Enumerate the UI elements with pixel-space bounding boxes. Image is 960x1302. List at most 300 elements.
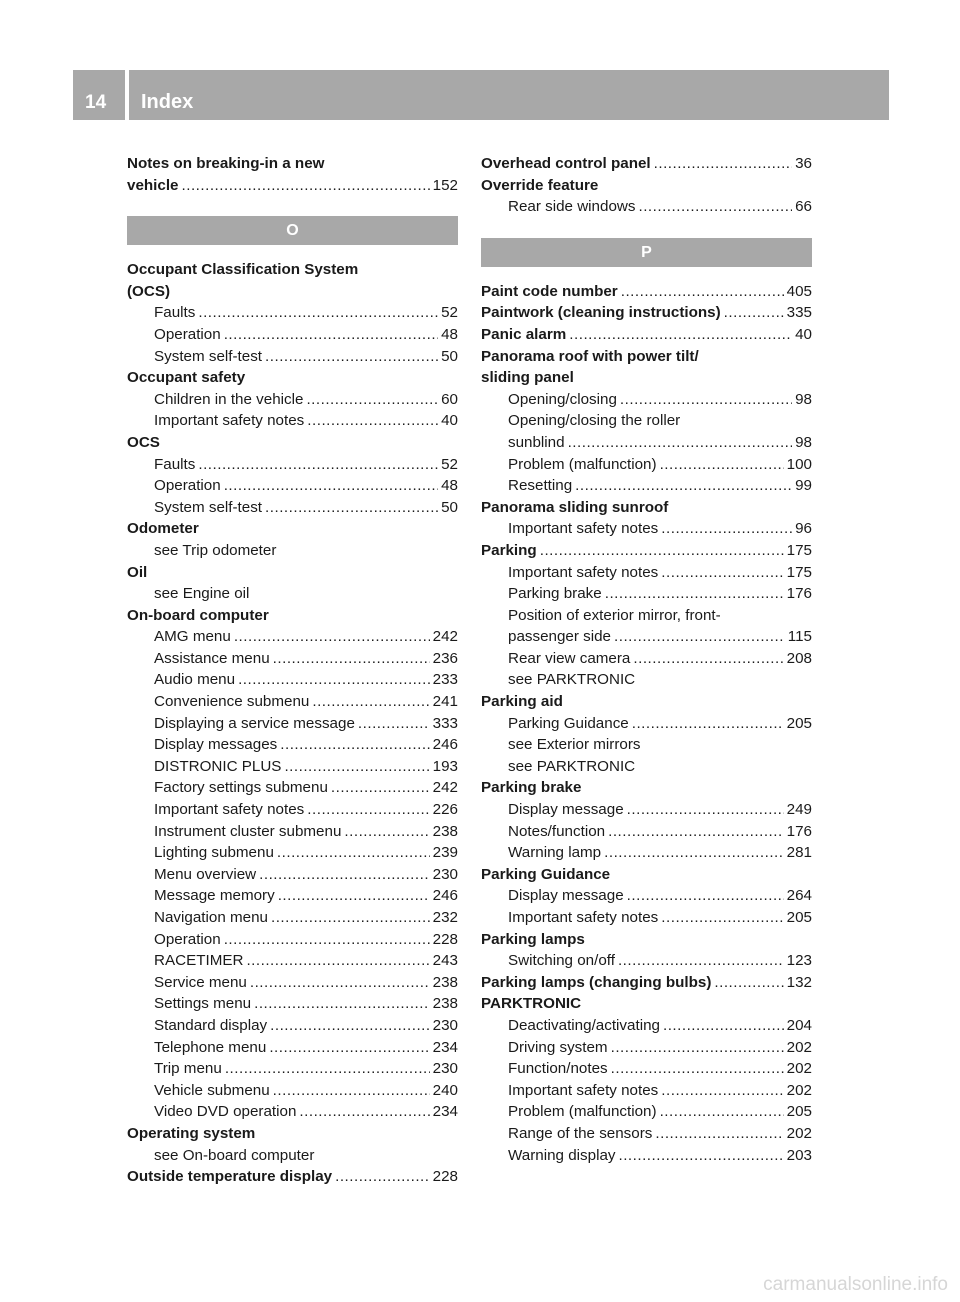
index-subentry	[127, 1080, 458, 1102]
index-entry	[481, 929, 812, 951]
dot-leader	[661, 907, 783, 929]
entry-text: Vehicle submenu	[154, 1081, 270, 1099]
entry-text: Odometer	[127, 520, 199, 538]
index-entry	[481, 993, 812, 1015]
dot-leader	[611, 1037, 784, 1059]
index-subentry	[481, 518, 812, 540]
dot-leader	[358, 713, 430, 735]
entry-text: On-board computer	[127, 606, 269, 624]
page-ref: 99	[795, 477, 812, 495]
dot-leader	[632, 713, 784, 735]
entry-text: Parking Guidance	[481, 865, 611, 883]
entry-text: Telephone menu	[154, 1038, 267, 1056]
dot-leader	[224, 475, 438, 497]
index-subentry	[127, 1101, 458, 1123]
index-entry	[481, 175, 812, 197]
page-ref: 132	[786, 973, 812, 991]
dot-leader	[265, 497, 438, 519]
entry-text: Problem (malfunction)	[508, 455, 657, 473]
entry-text: Children in the vehicle	[154, 390, 304, 408]
entry-text: Warning lamp	[508, 844, 602, 862]
index-subentry	[127, 864, 458, 886]
page-ref: 242	[432, 628, 458, 646]
entry-text: Important safety notes	[508, 909, 659, 926]
index-entry	[481, 346, 812, 368]
index-subentry	[481, 1080, 812, 1102]
entry-text: DISTRONIC PLUS	[154, 757, 282, 775]
dot-leader	[660, 454, 784, 476]
entry-text: Outside temperature display	[127, 1168, 333, 1186]
index-subentry	[127, 583, 458, 605]
entry-text: RACETIMER	[154, 952, 244, 970]
index-subentry	[127, 302, 458, 324]
entry-text: Message memory	[154, 887, 275, 905]
entry-text: Range of the sensors	[508, 1124, 653, 1142]
page-ref: 228	[432, 930, 458, 948]
index-entry	[481, 153, 812, 175]
entry-text: see PARKTRONIC	[508, 671, 636, 689]
page-ref: 281	[786, 844, 812, 862]
entry-text: Assistance menu	[154, 649, 270, 667]
index-subentry	[481, 885, 812, 907]
dot-leader	[627, 885, 784, 907]
page-ref: 333	[432, 714, 458, 732]
entry-text: AMG menu	[154, 628, 231, 646]
page-number: 14	[73, 70, 125, 120]
page-ref: 234	[432, 1103, 458, 1121]
entry-text: Panorama sliding sunroof	[481, 498, 669, 516]
page-ref: 239	[432, 844, 458, 862]
index-subentry	[481, 432, 812, 454]
page-ref: 193	[432, 757, 458, 775]
dot-leader	[627, 799, 784, 821]
dot-leader	[604, 842, 784, 864]
page-ref: 205	[786, 909, 812, 926]
index-subentry	[481, 821, 812, 843]
index-subentry	[127, 497, 458, 519]
index-entry	[127, 1166, 458, 1188]
entry-text: Paint code number	[481, 282, 618, 300]
dot-leader	[621, 281, 784, 303]
entry-text: Driving system	[508, 1038, 608, 1056]
page-title: Index	[129, 70, 889, 120]
index-subentry	[127, 756, 458, 778]
page-ref: 66	[795, 198, 812, 216]
page-ref: 238	[432, 995, 458, 1013]
index-subentry	[127, 972, 458, 994]
entry-text: Overhead control panel	[481, 155, 651, 172]
dot-leader	[307, 410, 438, 432]
watermark: carmanualsonline.info	[763, 1274, 948, 1295]
entry-text: Parking brake	[481, 779, 582, 797]
entry-text: see On-board computer	[154, 1146, 315, 1164]
dot-leader	[663, 1015, 784, 1037]
page-ref: 230	[432, 1060, 458, 1078]
entry-text: Rear side windows	[508, 198, 636, 216]
index-entry	[127, 175, 458, 197]
dot-leader	[307, 799, 429, 821]
page-ref: 176	[786, 822, 812, 840]
entry-text: Parking lamps (changing bulbs)	[481, 973, 712, 991]
dot-leader	[224, 324, 438, 346]
index-subentry	[127, 324, 458, 346]
dot-leader	[608, 821, 784, 843]
page-ref: 264	[786, 887, 812, 905]
entry-text: (OCS)	[127, 282, 171, 300]
index-subentry	[481, 562, 812, 584]
entry-text: Important safety notes	[508, 563, 659, 581]
index-entry	[481, 281, 812, 303]
dot-leader	[259, 864, 430, 886]
index-entry	[127, 432, 458, 454]
index-subentry	[127, 907, 458, 929]
page-ref: 203	[786, 1146, 812, 1164]
dot-leader	[273, 648, 430, 670]
entry-text: System self-test	[154, 347, 263, 365]
index-subentry	[481, 626, 812, 648]
dot-leader	[277, 842, 430, 864]
index-subentry	[481, 648, 812, 670]
index-subentry	[127, 346, 458, 368]
index-subentry	[481, 389, 812, 411]
index-subentry	[481, 1058, 812, 1080]
page-ref: 228	[432, 1168, 458, 1186]
index-column-right	[481, 153, 812, 1166]
page-ref: 208	[786, 649, 812, 667]
entry-text: Navigation menu	[154, 909, 268, 926]
entry-text: Displaying a service message	[154, 714, 355, 732]
dot-leader	[724, 302, 784, 324]
index-subentry	[481, 713, 812, 735]
index-entry	[127, 605, 458, 627]
page-ref: 40	[441, 412, 458, 430]
entry-text: Deactivating/activating	[508, 1016, 660, 1034]
page-ref: 240	[432, 1081, 458, 1099]
entry-text: PARKTRONIC	[481, 995, 582, 1013]
page-ref: 98	[795, 433, 812, 451]
entry-text: Important safety notes	[154, 412, 305, 430]
dot-leader	[568, 432, 793, 454]
page-ref: 115	[787, 628, 812, 646]
index-subentry	[481, 799, 812, 821]
dot-leader	[331, 777, 430, 799]
dot-leader	[234, 626, 430, 648]
entry-text: Faults	[154, 455, 196, 473]
dot-leader	[655, 1123, 783, 1145]
entry-text: Notes/function	[508, 822, 606, 840]
entry-text: System self-test	[154, 498, 263, 516]
entry-text: Important safety notes	[508, 1081, 659, 1099]
index-entry	[481, 497, 812, 519]
index-subentry	[481, 583, 812, 605]
index-entry	[127, 281, 458, 303]
entry-text: Menu overview	[154, 865, 257, 883]
index-subentry	[481, 196, 812, 218]
entry-text: Oil	[127, 563, 148, 581]
dot-leader	[254, 993, 430, 1015]
entry-text: Parking	[481, 541, 537, 559]
index-subentry	[481, 1123, 812, 1145]
entry-text: Position of exterior mirror, front-	[508, 606, 721, 624]
dot-leader	[284, 756, 429, 778]
index-subentry	[127, 691, 458, 713]
page-ref: 36	[795, 155, 812, 172]
index-subentry	[127, 1145, 458, 1167]
index-subentry	[127, 1037, 458, 1059]
index-subentry	[127, 929, 458, 951]
entry-text: Parking lamps	[481, 930, 585, 948]
dot-leader	[246, 950, 429, 972]
entry-text: Important safety notes	[154, 801, 305, 819]
index-entry	[481, 777, 812, 799]
entry-text: Opening/closing	[508, 390, 617, 408]
page-ref: 50	[441, 347, 458, 365]
dot-leader	[605, 583, 784, 605]
entry-text: Audio menu	[154, 671, 236, 689]
entry-text: Display message	[508, 887, 624, 905]
dot-leader	[238, 669, 430, 691]
index-subentry	[481, 734, 812, 756]
page-ref: 246	[432, 887, 458, 905]
entry-text: Opening/closing the roller	[508, 412, 681, 430]
page-ref: 98	[795, 390, 812, 408]
page-ref: 226	[432, 801, 458, 819]
index-entry	[127, 562, 458, 584]
page-ref: 204	[786, 1016, 812, 1034]
page-ref: 96	[795, 520, 812, 538]
entry-text: Override feature	[481, 176, 599, 194]
index-subentry	[127, 777, 458, 799]
index-subentry	[127, 626, 458, 648]
index-subentry	[127, 1015, 458, 1037]
page-ref: 234	[432, 1038, 458, 1056]
page-ref: 232	[432, 909, 458, 926]
entry-text: Panorama roof with power tilt/	[481, 347, 699, 365]
page-ref: 230	[432, 1016, 458, 1034]
page-ref: 238	[432, 973, 458, 991]
page-ref: 52	[441, 455, 458, 473]
entry-text: Factory settings submenu	[154, 779, 328, 797]
page-ref: 152	[432, 176, 458, 194]
page-ref: 202	[786, 1081, 812, 1099]
page-ref: 52	[441, 304, 458, 322]
index-entry	[127, 367, 458, 389]
entry-text: see PARKTRONIC	[508, 757, 636, 775]
page-ref: 48	[441, 477, 458, 495]
entry-text: Instrument cluster submenu	[154, 822, 342, 840]
index-subentry	[481, 1037, 812, 1059]
dot-leader	[270, 1015, 430, 1037]
index-subentry	[481, 1101, 812, 1123]
index-entry	[481, 972, 812, 994]
entry-text: Parking brake	[508, 585, 602, 603]
index-subentry	[127, 454, 458, 476]
dot-leader	[714, 972, 783, 994]
dot-leader	[224, 929, 430, 951]
page-ref: 202	[786, 1038, 812, 1056]
page-ref: 175	[786, 563, 812, 581]
dot-leader	[306, 389, 438, 411]
index-subentry	[481, 756, 812, 778]
dot-leader	[344, 821, 429, 843]
index-subentry	[127, 734, 458, 756]
dot-leader	[250, 972, 430, 994]
index-entry	[127, 259, 458, 281]
page-ref: 123	[786, 952, 812, 970]
index-subentry	[127, 799, 458, 821]
entry-text: Rear view camera	[508, 649, 631, 667]
index-entry	[481, 302, 812, 324]
dot-leader	[540, 540, 784, 562]
page-ref: 176	[786, 585, 812, 603]
entry-text: Display message	[508, 801, 624, 819]
page-ref: 205	[786, 714, 812, 732]
dot-leader	[182, 175, 430, 197]
entry-text: Operation	[154, 930, 221, 948]
entry-text: Notes on breaking-in a new	[127, 155, 325, 172]
page-ref: 205	[786, 1103, 812, 1121]
entry-text: Operating system	[127, 1124, 256, 1142]
dot-leader	[225, 1058, 430, 1080]
dot-leader	[280, 734, 429, 756]
index-entry	[481, 691, 812, 713]
index-subentry	[481, 454, 812, 476]
page-ref: 202	[786, 1124, 812, 1142]
page-ref: 405	[786, 282, 812, 300]
entry-text: Switching on/off	[508, 952, 615, 970]
entry-text: OCS	[127, 433, 160, 451]
page-ref: 40	[795, 325, 812, 343]
entry-text: Lighting submenu	[154, 844, 274, 862]
entry-text: Panic alarm	[481, 325, 567, 343]
entry-text: vehicle	[127, 176, 179, 194]
dot-leader	[614, 626, 785, 648]
section-letter-o: O	[127, 216, 458, 245]
index-subentry	[127, 389, 458, 411]
index-subentry	[127, 475, 458, 497]
dot-leader	[312, 691, 429, 713]
index-subentry	[481, 410, 812, 432]
page-ref: 48	[441, 325, 458, 343]
dot-leader	[661, 562, 783, 584]
page-ref: 230	[432, 865, 458, 883]
entry-text: see Trip odometer	[154, 541, 277, 559]
entry-text: Service menu	[154, 973, 247, 991]
dot-leader	[265, 346, 438, 368]
index-subentry	[127, 993, 458, 1015]
index-subentry	[127, 1058, 458, 1080]
index-subentry	[127, 821, 458, 843]
entry-text: Operation	[154, 325, 221, 343]
index-entry	[127, 1123, 458, 1145]
entry-text: Operation	[154, 477, 221, 495]
index-entry	[127, 153, 458, 175]
dot-leader	[569, 324, 792, 346]
entry-text: passenger side	[508, 628, 612, 646]
index-entry	[481, 540, 812, 562]
dot-leader	[575, 475, 792, 497]
entry-text: Occupant Classification System	[127, 261, 359, 279]
page-ref: 335	[786, 304, 812, 322]
dot-leader	[198, 302, 438, 324]
dot-leader	[654, 153, 792, 175]
index-subentry	[481, 669, 812, 691]
page-ref: 202	[786, 1060, 812, 1078]
dot-leader	[661, 1080, 783, 1102]
dot-leader	[660, 1101, 784, 1123]
index-subentry	[481, 475, 812, 497]
dot-leader	[273, 1080, 430, 1102]
entry-text: Warning display	[508, 1146, 616, 1164]
dot-leader	[299, 1101, 429, 1123]
index-subentry	[127, 950, 458, 972]
page-ref: 249	[786, 801, 812, 819]
page-ref: 233	[432, 671, 458, 689]
page-ref: 242	[432, 779, 458, 797]
dot-leader	[611, 1058, 784, 1080]
dot-leader	[278, 885, 430, 907]
entry-text: Trip menu	[154, 1060, 222, 1078]
entry-text: Video DVD operation	[154, 1103, 297, 1121]
index-subentry	[481, 907, 812, 929]
index-subentry	[481, 842, 812, 864]
dot-leader	[271, 907, 430, 929]
entry-text: Settings menu	[154, 995, 252, 1013]
dot-leader	[618, 950, 784, 972]
entry-text: see Exterior mirrors	[508, 736, 641, 754]
index-entry	[481, 324, 812, 346]
page-ref: 246	[432, 736, 458, 754]
dot-leader	[269, 1037, 429, 1059]
entry-text: Important safety notes	[508, 520, 659, 538]
entry-text: Standard display	[154, 1016, 268, 1034]
entry-text: Faults	[154, 304, 196, 322]
dot-leader	[633, 648, 783, 670]
index-entry	[127, 518, 458, 540]
entry-text: Resetting	[508, 477, 573, 495]
index-subentry	[127, 713, 458, 735]
index-subentry	[127, 540, 458, 562]
index-subentry	[481, 950, 812, 972]
dot-leader	[335, 1166, 430, 1188]
entry-text: Occupant safety	[127, 369, 246, 387]
entry-text: Paintwork (cleaning instructions)	[481, 304, 721, 322]
entry-text: Parking Guidance	[508, 714, 629, 732]
index-subentry	[127, 669, 458, 691]
dot-leader	[620, 389, 792, 411]
entry-text: Parking aid	[481, 693, 563, 711]
index-subentry	[481, 1145, 812, 1167]
page-ref: 60	[441, 390, 458, 408]
index-subentry	[481, 1015, 812, 1037]
index-entry	[481, 367, 812, 389]
index-subentry	[127, 885, 458, 907]
page-ref: 243	[432, 952, 458, 970]
entry-text: see Engine oil	[154, 585, 250, 603]
dot-leader	[198, 454, 438, 476]
dot-leader	[661, 518, 792, 540]
dot-leader	[618, 1145, 783, 1167]
index-subentry	[127, 410, 458, 432]
entry-text: Convenience submenu	[154, 693, 310, 711]
dot-leader	[638, 196, 792, 218]
page-ref: 241	[432, 693, 458, 711]
page-ref: 236	[432, 649, 458, 667]
index-entry	[481, 864, 812, 886]
entry-text: Function/notes	[508, 1060, 608, 1078]
entry-text: Problem (malfunction)	[508, 1103, 657, 1121]
index-subentry	[481, 605, 812, 627]
